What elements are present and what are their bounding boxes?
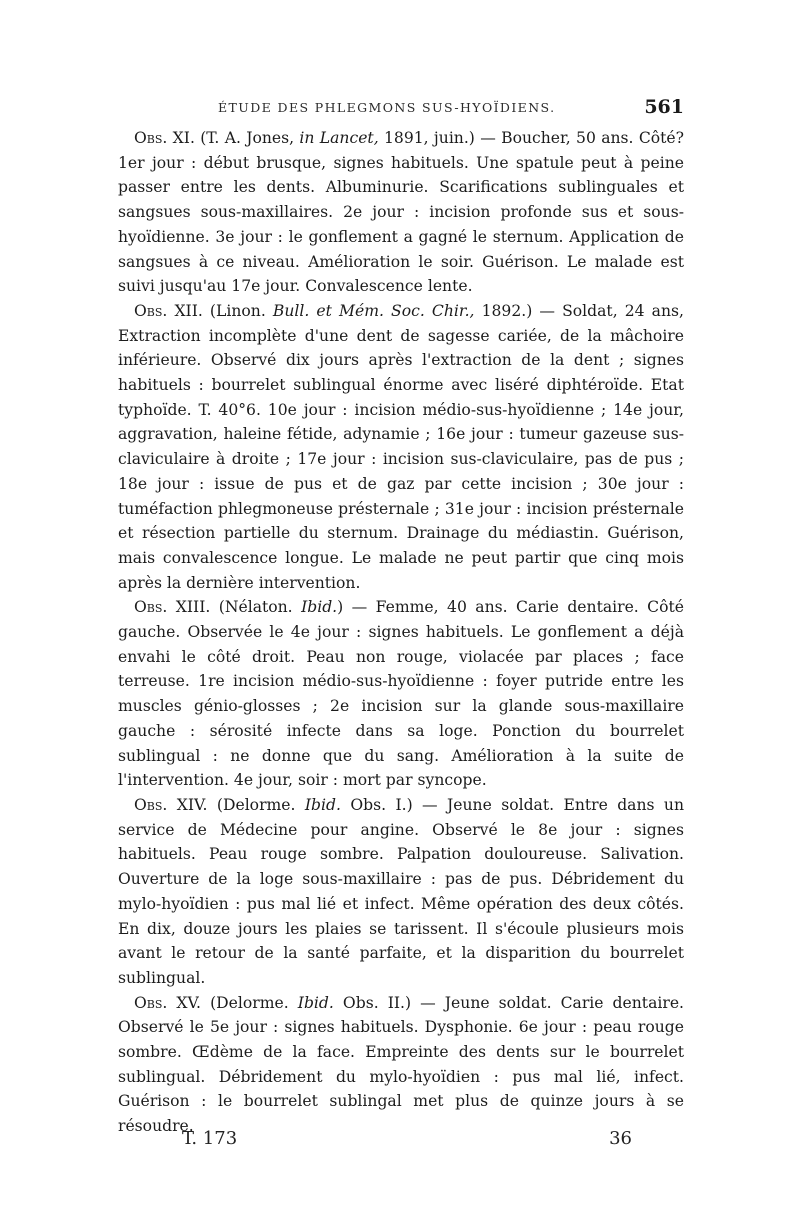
observation-source: (T. A. Jones, [194, 129, 300, 147]
observation-source-date: ) — [337, 598, 376, 617]
observation-text: Jeune soldat. Entre dans un service de Médecine pour angine. Observé le 8e jour : signes habituels. Peau rouge sombre. Palpation douloureuse. Salivation. Ouverture de la loge sous-maxillaire : pas de pus. Débridement du mylo-hyoïdien : pus mal lié et infect. Même opération des deux côtés. En dix, douze jours les plaies se tarissent. Il s'écoule plusieurs mois avant le retour de la santé parfaite, et la disparition du bourrelet sublingual. [118, 795, 684, 987]
observation-source: (Nélaton. [210, 598, 302, 617]
observation-source-date: 1891, juin.) — [378, 129, 502, 147]
running-head [118, 96, 684, 122]
observation-text: Femme, 40 ans. Carie dentaire. Côté gauche. Observée le 4e jour : signes habituels. Le gonflement a déjà envahi le côté droit. Peau non rouge, violacée par places ; face terreuse. 1re incision médio-sus-hyoïdienne : foyer putride entre les muscles génio-glosses ; 2e incision sur la glande sous-maxillaire gauche : sérosité infecte dans sa loge. Ponction du bourrelet sublingual : ne donne que du sang. Amélioration à la suite de l'intervention. 4e jour, soir : mort par syncope. [118, 598, 684, 790]
observation-source-journal: Bull. et Mém. Soc. Chir., [272, 301, 475, 320]
observation-text: Boucher, 50 ans. Côté? 1er jour : début brusque, signes habituels. Une spatule peut à peine passer entre les dents. Albuminurie. Scarifications sublinguales et sangsues sous-maxillaires. 2e jour : incision profonde sus et sous-hyoïdienne. 3e jour : le gonflement a gagné le sternum. Application de sangsues à ce niveau. Amélioration le soir. Guérison. Le malade est suivi jusqu'au 17e jour. Convalescence lente. [118, 129, 684, 296]
observation-label: Obs. XII. [134, 301, 203, 320]
body-text [118, 126, 684, 1139]
observation-source: (Delorme. [207, 795, 305, 814]
observation-text: Jeune soldat. Carie dentaire. Observé le 5e jour : signes habituels. Dysphonie. 6e jour : peau rouge sombre. Œdème de la face. Empreinte des dents sur le bourrelet sublingual. Débridement du mylo-hyoïdien : pus mal lié, infect. Guérison : le bourrelet sublingal met plus de quinze jours à se résoudre. [118, 993, 685, 1136]
running-title: ÉTUDE DES PHLEGMONS SUS-HYOÏDIENS. [218, 100, 556, 115]
observation-source: (Delorme. [201, 993, 298, 1012]
page-number: 561 [644, 96, 684, 118]
observation-source: (Linon. [202, 301, 273, 320]
observation-xii [118, 299, 684, 595]
observation-xv [118, 991, 684, 1139]
sheet-number: 36 [609, 1128, 632, 1149]
observation-label: Obs. XV. [134, 993, 202, 1012]
observation-label: Obs. XI. [134, 129, 195, 147]
page-footer [182, 1128, 632, 1158]
observation-xi [118, 126, 684, 299]
observation-xiv [118, 793, 684, 991]
observation-text: Soldat, 24 ans, Extraction incomplète d'une dent de sagesse cariée, de la mâchoire inférieure. Observé dix jours après l'extraction de la dent ; signes habituels : bourrelet sublingual énorme avec liséré diphtéroïde. Etat typhoïde. T. 40°6. 10e jour : incision médio-sus-hyoïdienne ; 14e jour, aggravation, haleine fétide, adynamie ; 16e jour : tumeur gazeuse sus-claviculaire à droite ; 17e jour : incision sus-claviculaire, pas de pus ; 18e jour : issue de pus et de gaz par cette incision ; 30e jour : tuméfaction phlegmoneuse présternale ; 31e jour : incision présternale et résection partielle du sternum. Drainage du médiastin. Guérison, mais convalescence longue. Le malade ne peut partir que cinq mois après la dernière intervention. [118, 301, 684, 592]
observation-source-journal: Ibid. [304, 795, 341, 814]
observation-source-journal: in Lancet, [299, 129, 379, 147]
observation-source-date: 1892.) — [474, 301, 563, 320]
observation-label: Obs. XIII. [134, 598, 211, 617]
observation-source-date: Obs. I.) — [340, 795, 448, 814]
observation-source-journal: Ibid. [297, 993, 334, 1012]
observation-source-journal: Ibid. [301, 598, 338, 617]
observation-xiii [118, 595, 684, 793]
printer-signature: T. 173 [182, 1128, 238, 1149]
observation-label: Obs. XIV. [134, 795, 208, 814]
observation-source-date: Obs. II.) — [333, 993, 445, 1012]
